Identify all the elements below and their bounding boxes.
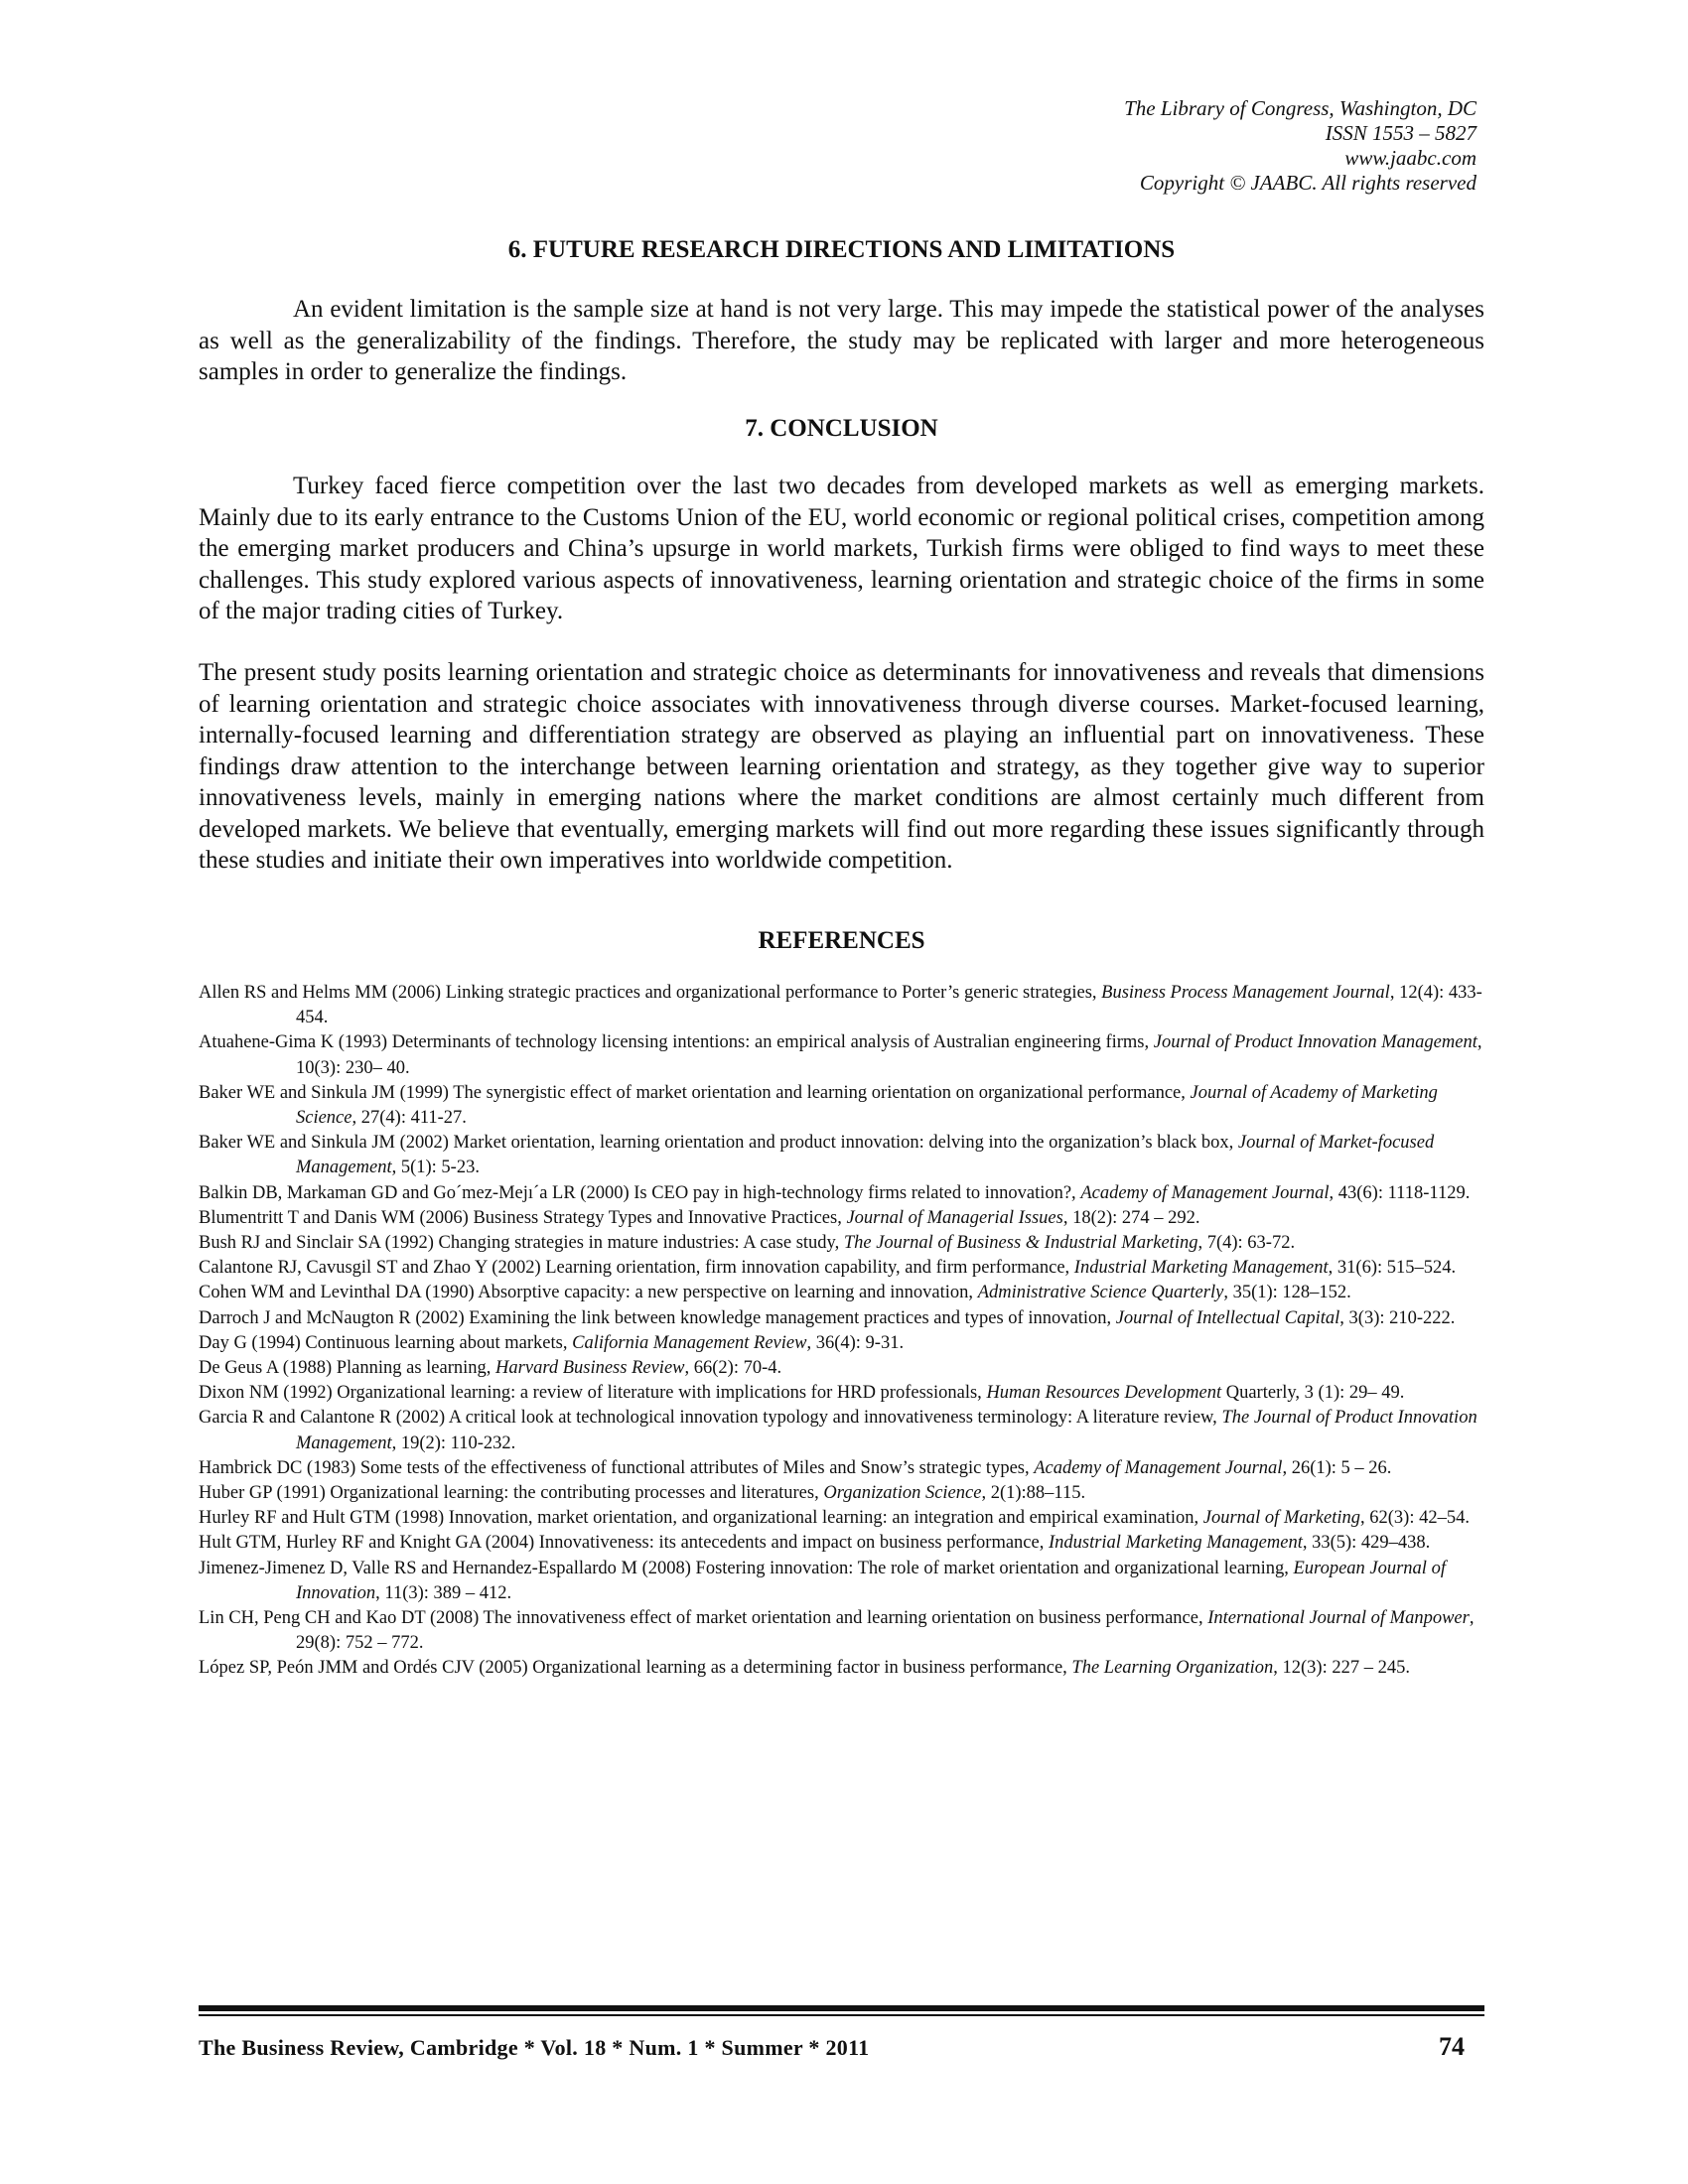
journal-header (1124, 96, 1477, 196)
reference-journal: California Management Review (572, 1332, 807, 1353)
reference-details: , 2(1):88–115. (981, 1483, 1086, 1504)
reference-item (199, 1281, 1484, 1305)
header-line-library: The Library of Congress, Washington, DC (1124, 96, 1477, 120)
reference-item (199, 1606, 1484, 1656)
reference-journal: International Journal of Manpower (1207, 1608, 1470, 1629)
section-7-title: 7. CONCLUSION (745, 415, 938, 442)
reference-item (199, 1131, 1484, 1180)
reference-item (199, 1406, 1484, 1455)
reference-text: Darroch J and McNaugton R (2002) Examining the link between knowledge management practices and types of innovation, (199, 1307, 1116, 1328)
reference-text: Hambrick DC (1983) Some tests of the effectiveness of functional attributes of Miles and Snow’s strategic types, (199, 1457, 1035, 1478)
footer-journal-info: The Business Review, Cambridge * Vol. 18 * Num. 1 * Summer * 2011 (199, 2035, 870, 2060)
reference-item (199, 1557, 1484, 1606)
reference-text: Baker WE and Sinkula JM (1999) The synergistic effect of market orientation and learning orientation on organizational performance, (199, 1082, 1191, 1103)
references-list (199, 981, 1484, 1682)
reference-journal: Industrial Marketing Management (1048, 1533, 1303, 1554)
reference-item (199, 1506, 1484, 1531)
reference-journal: Journal of Marketing (1202, 1508, 1361, 1529)
reference-details: , 11(3): 389 – 412. (375, 1582, 512, 1603)
reference-text: Jimenez-Jimenez D, Valle RS and Hernandez-Espallardo M (2008) Fostering innovation: The role of market orientation and organizational learning, (199, 1558, 1294, 1578)
header-line-copyright: Copyright © JAABC. All rights reserved (1139, 171, 1477, 195)
reference-details: , 36(4): 9-31. (806, 1332, 905, 1353)
references-title: REFERENCES (758, 927, 925, 954)
reference-journal: Journal of Managerial Issues (846, 1207, 1063, 1228)
reference-item (199, 1356, 1484, 1381)
reference-journal: The Journal of Business & Industrial Marketing (843, 1233, 1198, 1254)
reference-item (199, 1331, 1484, 1356)
header-line-website: www.jaabc.com (1344, 146, 1477, 170)
reference-item (199, 1481, 1484, 1506)
reference-details: , 35(1): 128–152. (1223, 1283, 1351, 1303)
section-7-paragraph-1: Turkey faced fierce competition over the last two decades from developed markets as well as emerging markets. Mainly due to its early entrance to the Customs Union of the EU, world economic or regional political crises, competition among the emerging market producers and China’s upsurge in world markets, Turkish firms were obliged to find ways to meet these challenges. This study explored various aspects of innovativeness, learning orientation and strategic choice of the firms in some of the major trading cities of Turkey. (199, 473, 1484, 624)
reference-text: López SP, Peón JMM and Ordés CJV (2005) Organizational learning as a determining factor in business performance, (199, 1658, 1072, 1679)
reference-journal: Journal of Academy of Marketing Science (296, 1082, 1438, 1129)
reference-item (199, 1456, 1484, 1481)
reference-item (199, 1231, 1484, 1256)
reference-text: Lin CH, Peng CH and Kao DT (2008) The innovativeness effect of market orientation and learning orientation on business performance, (199, 1608, 1208, 1629)
reference-item (199, 1306, 1484, 1331)
reference-details: , 29(8): 752 – 772. (296, 1608, 1475, 1654)
reference-text: Bush RJ and Sinclair SA (1992) Changing strategies in mature industries: A case study, (199, 1233, 844, 1254)
section-7-paragraph-2: The present study posits learning orientation and strategic choice as determinants for innovativeness and reveals that dimensions of learning orientation and strategic choice associates with innovativeness through diverse courses. Market-focused learning, internally-focused learning and differentiation strategy are observed as playing an influential part on innovativeness. These findings draw attention to the interchange between learning orientation and strategy, as they together give way to superior innovativeness levels, mainly in emerging nations where the market conditions are almost certainly much different from developed markets. We believe that eventually, emerging markets will find out more regarding these issues significantly through these studies and initiate their own imperatives into worldwide competition. (199, 659, 1484, 874)
reference-journal: The Learning Organization (1071, 1658, 1274, 1679)
reference-item (199, 981, 1484, 1030)
footer-rule-thick (199, 2005, 1484, 2011)
reference-details: , 62(3): 42–54. (1360, 1508, 1470, 1529)
section-6-paragraph: An evident limitation is the sample size at hand is not very large. This may impede the statistical power of the analyses as well as the generalizability of the findings. Therefore, the study may be replicated with larger and more heterogeneous samples in order to generalize the findings. (199, 296, 1484, 385)
reference-text: Blumentritt T and Danis WM (2006) Business Strategy Types and Innovative Practices, (199, 1207, 847, 1228)
reference-journal: Academy of Management Journal (1080, 1182, 1330, 1203)
reference-text: Dixon NM (1992) Organizational learning: a review of literature with implications for HRD professionals, (199, 1383, 987, 1404)
reference-details: , 12(3): 227 – 245. (1273, 1658, 1410, 1679)
reference-details: , 26(1): 5 – 26. (1282, 1457, 1392, 1478)
reference-journal: Administrative Science Quarterly (977, 1283, 1224, 1303)
reference-journal: Human Resources Development (986, 1383, 1222, 1404)
reference-details: , 43(6): 1118-1129. (1329, 1182, 1471, 1203)
reference-item (199, 1030, 1484, 1080)
reference-text: De Geus A (1988) Planning as learning, (199, 1358, 496, 1379)
reference-text: Hult GTM, Hurley RF and Knight GA (2004) Innovativeness: its antecedents and impact on business performance, (199, 1533, 1049, 1554)
reference-text: Garcia R and Calantone R (2002) A critical look at technological innovation typology and innovativeness terminology: A literature review, (199, 1408, 1222, 1429)
reference-journal: Industrial Marketing Management (1073, 1258, 1329, 1279)
reference-details: , 3(3): 210-222. (1339, 1307, 1456, 1328)
reference-details: Quarterly, 3 (1): 29– 49. (1221, 1383, 1405, 1404)
reference-text: Day G (1994) Continuous learning about markets, (199, 1332, 573, 1353)
reference-journal: Business Process Management Journal (1101, 983, 1390, 1003)
reference-item (199, 1181, 1484, 1206)
reference-details: , 66(2): 70-4. (684, 1358, 782, 1379)
reference-item (199, 1531, 1484, 1556)
reference-text: Atuahene-Gima K (1993) Determinants of technology licensing intentions: an empirical analysis of Australian engineering firms, (199, 1032, 1154, 1053)
reference-details: , 19(2): 110-232. (391, 1433, 516, 1453)
reference-text: Hurley RF and Hult GTM (1998) Innovation, market orientation, and organizational learning: an integration and empirical examination, (199, 1508, 1203, 1529)
reference-details: , 5(1): 5-23. (391, 1158, 480, 1178)
header-line-issn: ISSN 1553 – 5827 (1325, 121, 1477, 145)
reference-text: Balkin DB, Markaman GD and Go´mez-Mejı´a LR (2000) Is CEO pay in high-technology firms related to innovation?, (199, 1182, 1081, 1203)
reference-details: , 18(2): 274 – 292. (1062, 1207, 1200, 1228)
reference-details: , 31(6): 515–524. (1328, 1258, 1457, 1279)
reference-details: , 33(5): 429–438. (1302, 1533, 1431, 1554)
section-6-title: 6. FUTURE RESEARCH DIRECTIONS AND LIMITATIONS (507, 236, 1176, 263)
reference-text: Cohen WM and Levinthal DA (1990) Absorptive capacity: a new perspective on learning and innovation, (199, 1283, 978, 1303)
reference-journal: The Journal of Product Innovation Management (296, 1408, 1477, 1453)
reference-journal: Journal of Intellectual Capital (1115, 1307, 1340, 1328)
reference-details: , 27(4): 411-27. (352, 1108, 467, 1129)
reference-details: , 7(4): 63-72. (1197, 1233, 1296, 1254)
reference-text: Huber GP (1991) Organizational learning: the contributing processes and literatures, (199, 1483, 824, 1504)
reference-journal: Academy of Management Journal (1034, 1457, 1283, 1478)
reference-item (199, 1256, 1484, 1281)
reference-journal: European Journal of Innovation (296, 1558, 1446, 1603)
reference-item (199, 1656, 1484, 1681)
reference-journal: Harvard Business Review (495, 1358, 685, 1379)
reference-item (199, 1206, 1484, 1231)
reference-journal: Journal of Market-focused Management (296, 1133, 1435, 1178)
reference-item (199, 1381, 1484, 1406)
reference-details: , 12(4): 433-454. (296, 983, 1482, 1028)
reference-item (199, 1081, 1484, 1131)
reference-text: Calantone RJ, Cavusgil ST and Zhao Y (2002) Learning orientation, firm innovation capability, and firm performance, (199, 1258, 1074, 1279)
reference-journal: Organization Science (823, 1483, 982, 1504)
reference-text: Allen RS and Helms MM (2006) Linking strategic practices and organizational performance to Porter’s generic strategies, (199, 983, 1102, 1003)
reference-text: Baker WE and Sinkula JM (2002) Market orientation, learning orientation and product innovation: delving into the organization’s black box, (199, 1133, 1238, 1154)
reference-details: , 10(3): 230– 40. (296, 1032, 1482, 1078)
reference-journal: Journal of Product Innovation Management (1153, 1032, 1477, 1053)
footer-rule-thin (199, 2014, 1484, 2016)
page-number: 74 (1439, 2032, 1465, 2061)
